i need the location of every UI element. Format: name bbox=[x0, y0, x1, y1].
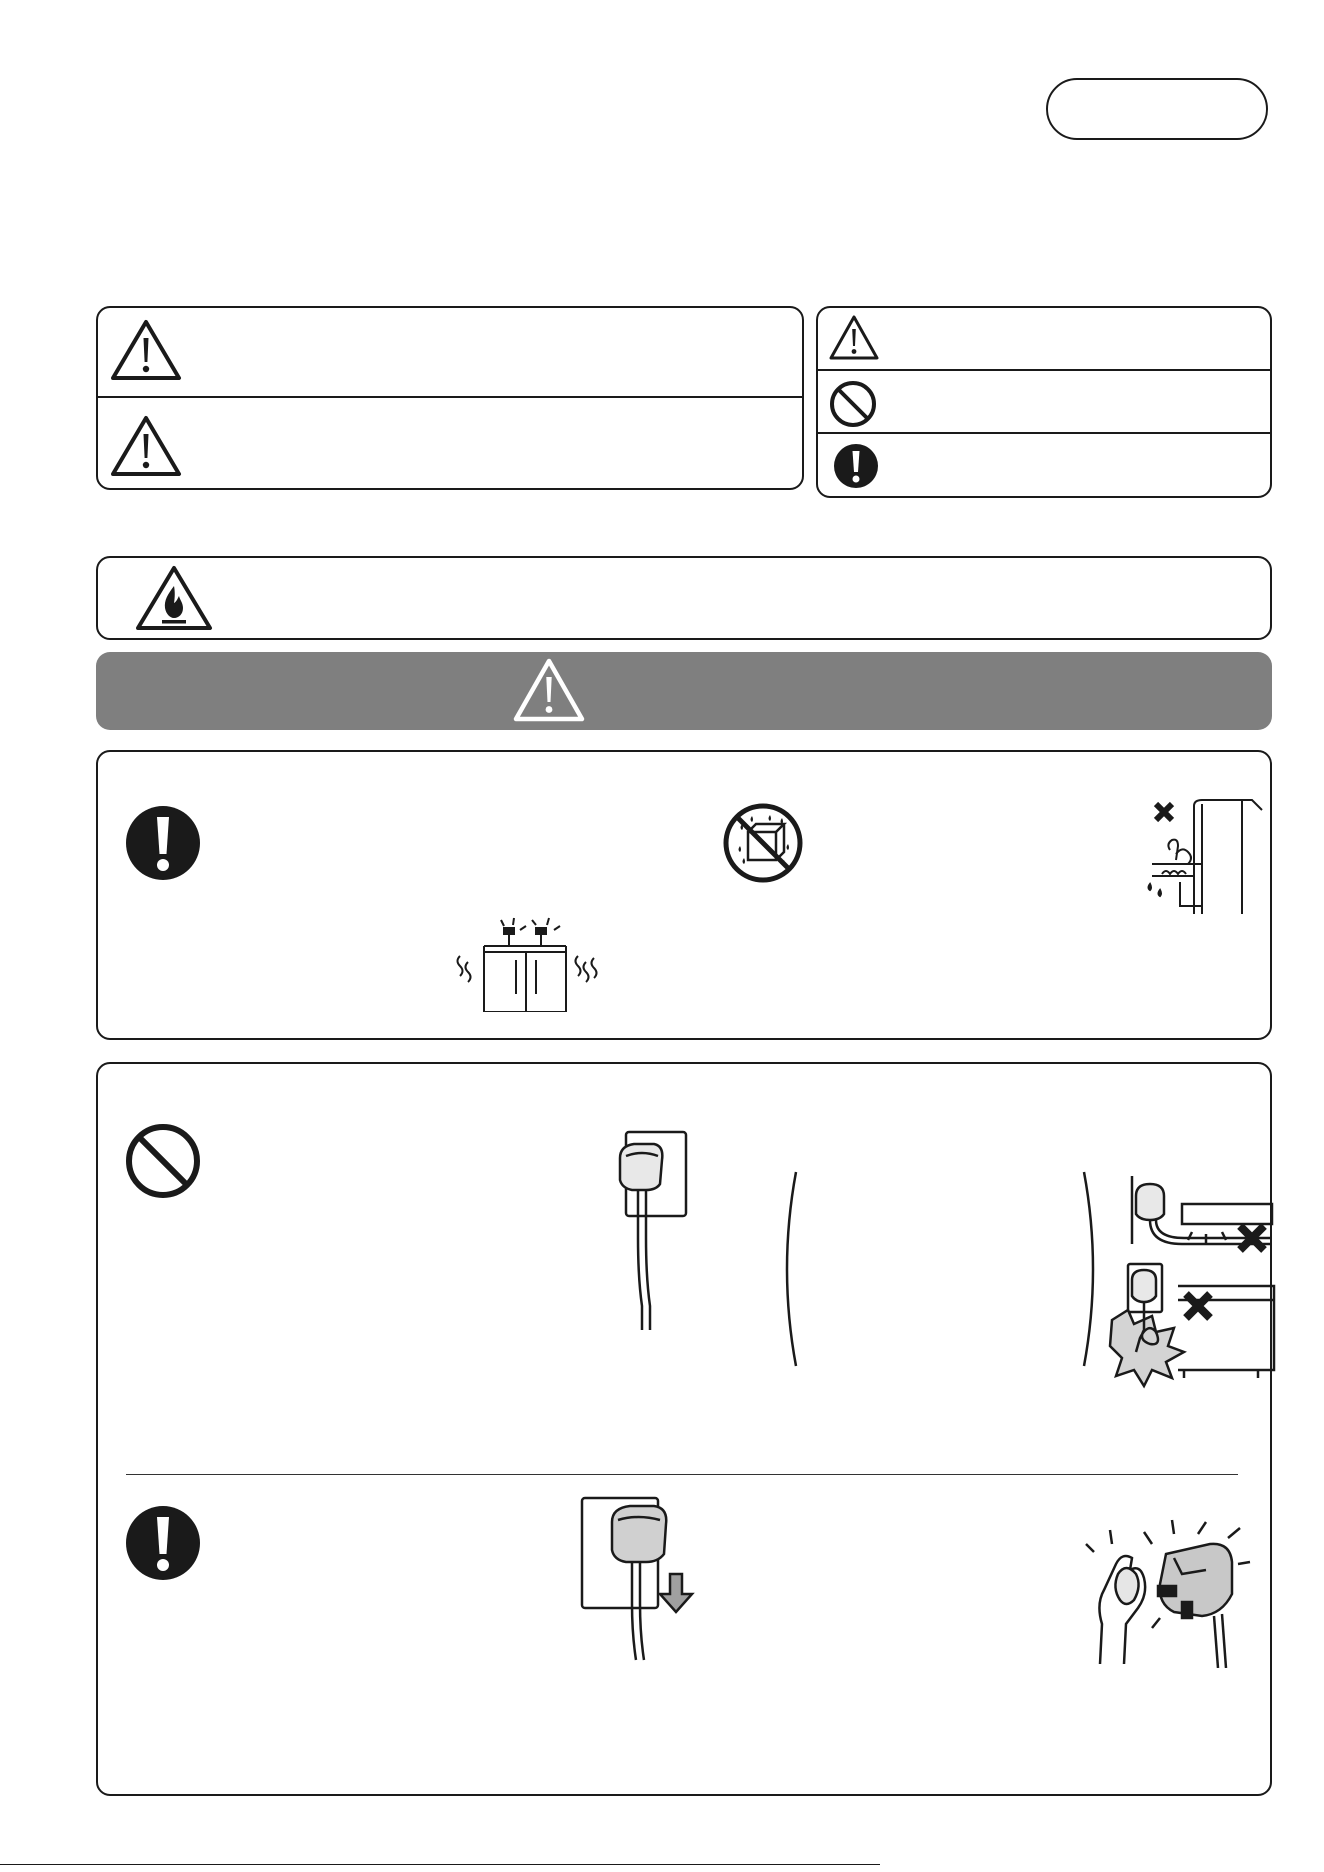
clean-plug-illustration bbox=[1082, 1504, 1252, 1668]
warning-section-1 bbox=[96, 750, 1272, 1040]
mandatory-action-icon bbox=[832, 442, 880, 490]
footer-line bbox=[0, 1864, 880, 1865]
cord-tied-illustration bbox=[1108, 1260, 1276, 1390]
caution-triangle-icon bbox=[110, 414, 182, 478]
water-splash-illustration bbox=[1142, 794, 1272, 916]
unplug-illustration bbox=[574, 1494, 706, 1664]
plug-in-outlet-illustration bbox=[598, 1128, 694, 1338]
flammable-notice bbox=[96, 556, 1272, 640]
refrigerator-heat-illustration bbox=[446, 916, 604, 1012]
bracket-left bbox=[778, 1170, 798, 1368]
language-tab bbox=[1046, 78, 1268, 140]
cord-pinched-illustration bbox=[1122, 1174, 1276, 1264]
prohibition-icon bbox=[124, 1122, 202, 1200]
bracket-right bbox=[1082, 1170, 1102, 1368]
warning-triangle-icon bbox=[110, 318, 182, 382]
prohibition-icon bbox=[828, 379, 878, 429]
warning-triangle-icon bbox=[512, 657, 586, 723]
mandatory-action-icon bbox=[124, 1504, 202, 1582]
caution-triangle-icon bbox=[828, 314, 880, 362]
legend-signal-words bbox=[96, 306, 804, 490]
mandatory-action-icon bbox=[124, 804, 202, 882]
no-water-icon bbox=[722, 802, 804, 884]
warning-banner bbox=[96, 652, 1272, 730]
warning-section-2 bbox=[96, 1062, 1272, 1796]
section-divider bbox=[126, 1474, 1238, 1475]
legend-symbols bbox=[816, 306, 1272, 498]
flammable-warning-icon bbox=[134, 564, 214, 632]
